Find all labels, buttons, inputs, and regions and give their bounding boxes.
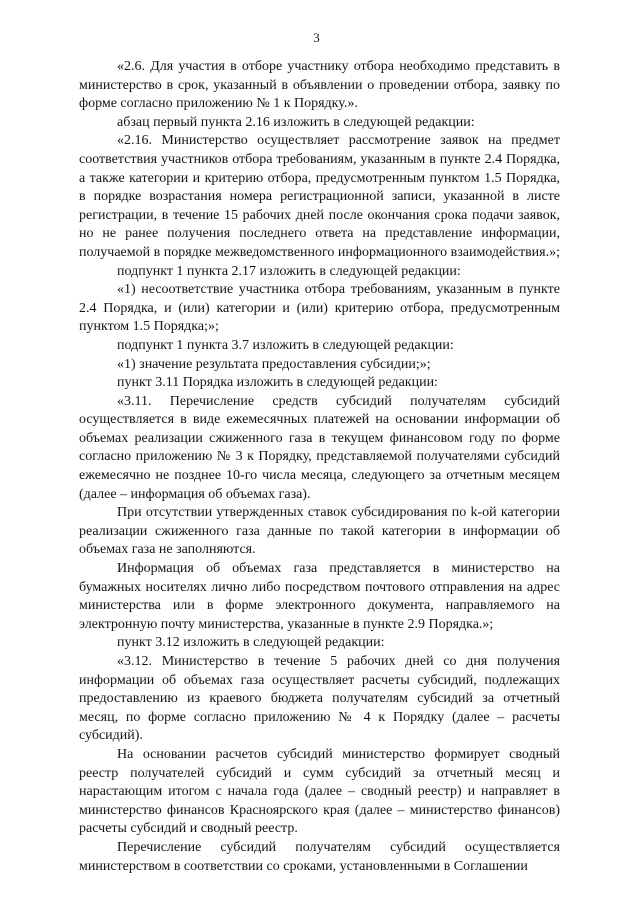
paragraph: «2.6. Для участия в отборе участнику отбора необходимо представить в министерство в срок, указанный в объявлении о проведении отбора, заявку по форме согласно приложению № 1 к Порядку.». (79, 59, 560, 112)
paragraph: «1) несоответствие участника отбора требованиям, указанным в пункте 2.4 Порядка, и (или) категории и (или) критерию отбора, предусмотренным пунктом 1.5 Порядка;»; (79, 282, 560, 335)
paragraph: абзац первый пункта 2.16 изложить в следующей редакции: (117, 114, 475, 130)
paragraph: пункт 3.11 Порядка изложить в следующей редакции: (117, 375, 438, 391)
paragraph: При отсутствии утвержденных ставок субсидирования по k-ой категории реализации сжиженного газа данные по такой категории в информации об объемах газа не заполняются. (79, 505, 560, 558)
paragraph: Информация об объемах газа представляется в министерство на бумажных носителях лично либо посредством почтового отправления на адрес министерства или в форме электронного документа, направляемого на электронную почту министерства, указанные в пункте 2.9 Порядка.»; (79, 561, 560, 632)
paragraph: «2.16. Министерство осуществляет рассмотрение заявок на предмет соответствия участников отбора требованиям, указанным в пункте 2.4 Порядка, а также категории и критерию отбора, предусмотренным пунктом 1.5 Порядка, в порядке возрастания номера регистрационной записи, указанной в листе регистрации, в течение 15 рабочих дней после окончания срока подачи заявок, но не ранее получения последнего ответа на представление информации, получаемой в порядке межведомственного информационного взаимодействия.»; (79, 133, 560, 260)
paragraph: На основании расчетов субсидий министерство формирует сводный реестр получателей субсидий и сумм субсидий за отчетный месяц и нарастающим итогом с начала года (далее – сводный реестр) и направляет в министерство финансов Красноярского края (далее – министерство финансов) расчеты субсидий и сводный реестр. (79, 746, 560, 837)
paragraph: подпункт 1 пункта 2.17 изложить в следующей редакции: (117, 263, 461, 279)
paragraph: подпункт 1 пункта 3.7 изложить в следующей редакции: (117, 337, 454, 353)
paragraph: «3.12. Министерство в течение 5 рабочих дней со дня получения информации об объемах газа осуществляет расчеты субсидий, подлежащих предоставлению из краевого бюджета получателям субсидий за отчетный месяц, по форме согласно приложению № 4 к Порядку (далее – расчеты субсидий). (79, 654, 560, 744)
paragraph: «1) значение результата предоставления субсидии;»; (117, 356, 431, 372)
document-body (79, 58, 560, 876)
page-number: 3 (313, 30, 320, 45)
paragraph: «3.11. Перечисление средств субсидий получателям субсидий осуществляется в виде ежемесячных платежей на основании информации об объемах реализации сжиженного газа в текущем финансовом году по форме согласно приложению № 3 к Порядку, представляемой получателями субсидий ежемесячно не позднее 10-го числа месяца, следующего за отчетным месяцем (далее – информация об объемах газа). (79, 393, 560, 502)
paragraph: Перечисление субсидий получателям субсидий осуществляется министерством в соответствии со сроками, установленными в Соглашении (79, 839, 560, 874)
paragraph: пункт 3.12 изложить в следующей редакции: (117, 635, 385, 651)
